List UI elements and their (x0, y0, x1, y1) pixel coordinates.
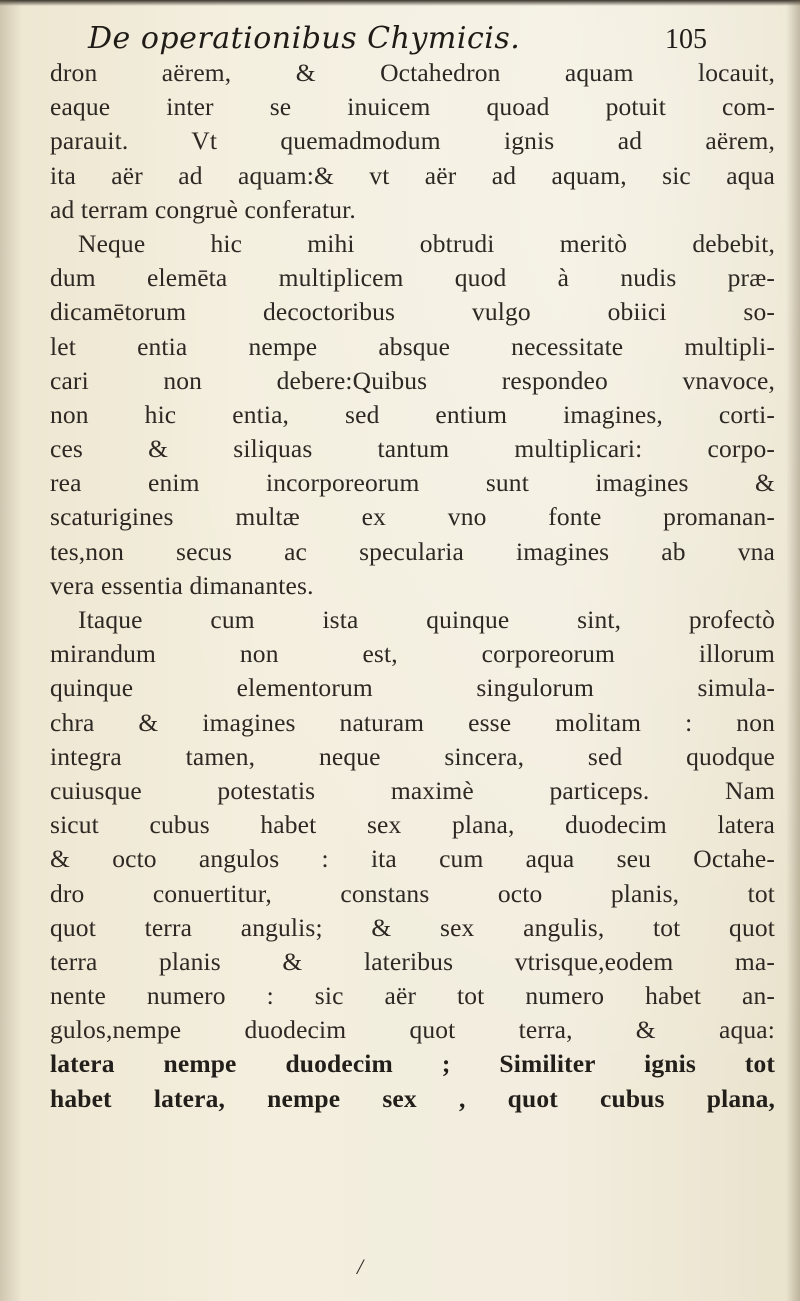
page-top-edge (0, 0, 800, 6)
text-line: nente numero : sic aër tot numero habet an- (50, 981, 775, 1011)
text-line: dicamētorum decoctoribus vulgo obiici so- (50, 297, 775, 327)
text-line: ces & siliquas tantum multiplicari: corpo- (50, 434, 775, 464)
text-line: chra & imagines naturam esse molitam : non (50, 707, 775, 737)
text-line: quot terra angulis; & sex angulis, tot quot (50, 912, 775, 942)
text-line: habet latera, nempe sex , quot cubus plana, (50, 1083, 775, 1113)
text-line: let entia nempe absque necessitate multipli- (50, 331, 775, 361)
text-line: dum elemēta multiplicem quod à nudis præ- (50, 263, 775, 293)
body-text (50, 56, 775, 1116)
text-line: ad terram congruè conferatur. (50, 194, 356, 224)
text-line: vera essentia dimanantes. (50, 570, 314, 600)
text-line: dron aërem, & Octahedron aquam locauit, (50, 58, 775, 87)
text-line: ita aër ad aquam:& vt aër ad aquam, sic aqua (50, 160, 775, 190)
text-line: dro conuertitur, constans octo planis, tot (50, 878, 775, 908)
text-line: cari non debere:Quibus respondeo vnavoce, (50, 365, 775, 395)
text-line: integra tamen, neque sincera, sed quodque (50, 741, 775, 771)
stray-ink-mark: / (357, 1254, 364, 1279)
text-line: mirandum non est, corporeorum illorum (50, 639, 775, 669)
text-line: scaturigines multæ ex vno fonte promanan- (50, 502, 775, 532)
text-line: parauit. Vt quemadmodum ignis ad aërem, (50, 126, 775, 156)
text-line: gulos,nempe duodecim quot terra, & aqua: (50, 1015, 775, 1045)
text-line: sicut cubus habet sex plana, duodecim latera (50, 810, 775, 840)
text-line: non hic entia, sed entium imagines, corti- (50, 399, 775, 429)
text-line-paragraph-start: Neque hic mihi obtrudi meritò debebit, (78, 228, 775, 258)
text-line: latera nempe duodecim ; Similiter ignis tot (50, 1049, 775, 1079)
text-line: rea enim incorporeorum sunt imagines & (50, 468, 775, 498)
page-right-edge (786, 0, 800, 1301)
text-line: terra planis & lateribus vtrisque,eodem ma- (50, 946, 775, 976)
text-line: & octo angulos : ita cum aqua seu Octahe- (50, 844, 775, 874)
text-line: tes,non secus ac specularia imagines ab vna (50, 536, 775, 566)
text-line: eaque inter se inuicem quoad potuit com- (50, 92, 775, 122)
text-line-paragraph-start: Itaque cum ista quinque sint, profectò (78, 605, 775, 634)
gutter-shadow (0, 0, 22, 1301)
page-number: 105 (665, 24, 707, 55)
text-line: cuiusque potestatis maximè particeps. Nam (50, 775, 775, 805)
text-line: quinque elementorum singulorum simula- (50, 673, 775, 703)
running-head: De operationibus Chymicis. (88, 21, 521, 56)
